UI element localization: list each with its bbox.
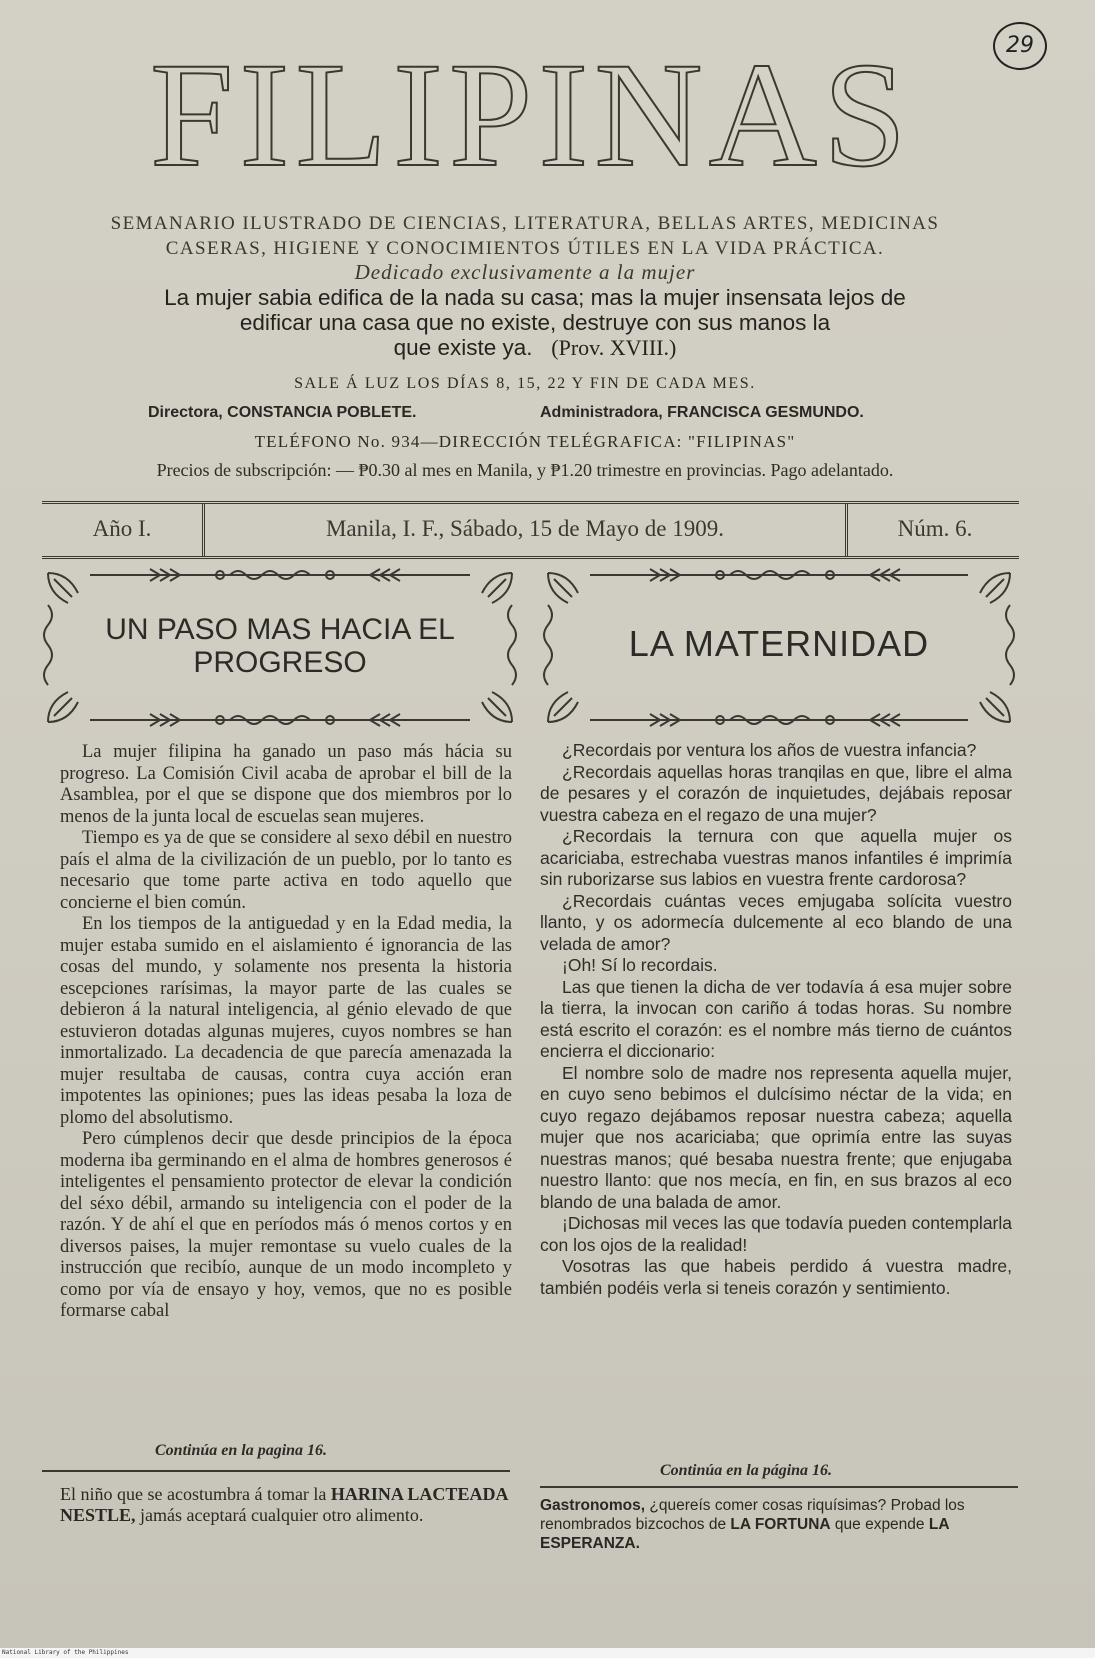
bakery-ad-shop: LA ESPERANZA. bbox=[540, 1516, 949, 1552]
masthead-title: FILIPINAS bbox=[150, 32, 913, 198]
issue-dateline: Manila, I. F., Sábado, 15 de Mayo de 1909. bbox=[325, 516, 725, 541]
nestle-ad-text-b: jamás aceptará cualquier otro alimento. bbox=[135, 1505, 424, 1525]
right-paragraph-3: ¿Recordais la ternura con que aquella mujer os acariciaba, estrechaba vuestras manos infantiles é imprimía sin ruborizarse sus labios en vuestra frente cardorosa? bbox=[540, 826, 1012, 889]
right-paragraph-6: Las que tienen la dicha de ver todavía á esa mujer sobre la tierra, la invocan con cariño á todas horas. Su nombre está escrito el corazón: es el nombre más tierno de cuántos encierra el diccionario: bbox=[540, 976, 1012, 1061]
subtitle-line-2: CASERAS, HIGIENE Y CONOCIMIENTOS ÚTILES EN LA VIDA PRÁCTICA. bbox=[165, 238, 885, 259]
bakery-advertisement bbox=[540, 1496, 1012, 1553]
right-title-frame bbox=[540, 565, 1018, 730]
bakery-ad-text-b: que expende bbox=[830, 1516, 929, 1533]
library-credit: National Library of the Philippines bbox=[0, 1648, 1095, 1658]
right-paragraph-1: ¿Recordais por ventura los años de vuestra infancia? bbox=[562, 740, 977, 760]
issue-year: Año I. bbox=[42, 504, 205, 556]
right-ad-divider bbox=[540, 1486, 1018, 1488]
subscription-prices: Precios de subscripción: — ₱0.30 al mes en Manila, y ₱1.20 trimestre en provincias. Pago adelantado. bbox=[156, 460, 894, 480]
bakery-ad-heading: Gastronomos, bbox=[540, 1497, 646, 1514]
left-paragraph-1: La mujer filipina ha ganado un paso más hácia su progreso. La Comisión Civil acaba de aprobar el bill de la Asamblea, por el que se dispone que dos miembros por lo menos de la junta local de escuelas sean mujeres. bbox=[60, 742, 512, 827]
right-article-body bbox=[540, 740, 1012, 1299]
bakery-ad-brand: LA FORTUNA bbox=[730, 1516, 831, 1533]
proverb-line-3-text: que existe ya. bbox=[393, 335, 533, 360]
right-paragraph-7: El nombre solo de madre nos representa aquella mujer, en cuyo seno bebimos el dulcísimo néctar de la vida; en cuyo regazo dejábamos reposar nuestra cabeza; aquella mujer que nos acariciaba; que oprimía entre las suyas nuestras manos; qué besaba nuestra frente; que enjugaba nuestro llanto: que nos mecía, en fin, en sus brazos al eco blando de una balada de amor. bbox=[540, 1062, 1012, 1212]
issue-number: Núm. 6. bbox=[845, 504, 1022, 556]
right-paragraph-5: ¡Oh! Sí lo recordais. bbox=[562, 955, 718, 975]
left-article-title bbox=[40, 613, 520, 679]
left-continued-note: Continúa en la pagina 16. bbox=[155, 1442, 328, 1459]
page-number-stamp: 29 bbox=[993, 22, 1047, 70]
left-paragraph-4: Pero cúmplenos decir que desde principios de la época moderna iba germinando en el alma de hombres generosos é inteligentes el pensamiento protector de elevar la condición del séxo débil, armando su inteligencia con el poder de la razón. Y de ahí el que en períodos más ó menos cortos y en diversos paises, la mujer remontase su vuelo cuales de la instrucción que recibío, aunque de un modo incompleto y como por vía de ensayo y hoy, vemos, que no es posible formarse cabal bbox=[60, 1129, 512, 1321]
nestle-ad-brand: HARINA LACTEADA NESTLE, bbox=[60, 1484, 508, 1525]
bakery-ad-text-a: ¿quereís comer cosas riquísimas? Probad los renombrados bizcochos de bbox=[540, 1497, 965, 1533]
left-paragraph-2: Tiempo es ya de que se considere al sexo débil en nuestro país el alma de la civilización de un pueblo, por lo tanto es necesario que tome parte activa en todo aquello que concierne el bien común. bbox=[60, 828, 512, 913]
proverb-line-3 bbox=[40, 335, 1030, 360]
administrator-credit: Administradora, FRANCISCA GESMUNDO. bbox=[540, 404, 864, 421]
left-ad-divider bbox=[42, 1470, 510, 1472]
phone-telegraph-line: TELÉFONO No. 934—DIRECCIÓN TELÉGRAFICA: "FILIPINAS" bbox=[254, 432, 796, 451]
left-article-body bbox=[60, 742, 512, 1323]
left-title-frame bbox=[40, 565, 520, 730]
nestle-ad-text-a: El niño que se acostumbra á tomar la bbox=[60, 1484, 331, 1504]
left-title-line-1: UN PASO MAS HACIA EL bbox=[105, 613, 455, 646]
issue-info-bar bbox=[42, 501, 1019, 559]
right-article-title: LA MATERNIDAD bbox=[628, 623, 930, 664]
dedication-line: Dedicado exclusivamente a la mujer bbox=[354, 260, 696, 284]
left-paragraph-3: En los tiempos de la antiguedad y en la Edad media, la mujer estaba sumido en el aislamiento é ignorancia de las cosas del mundo, y solamente nos presenta la historia escepciones rarísimas, la mayor parte de las cuales se debieron á la natural inteligencia, al génio elevado de que estuvieron dotadas algunas mujeres, cuyos nombres se han inmortalizado. La decadencia de que parecía amenazada la mujer resultaba de causas, contra cuya acción eran impotentes las opiniones; pues las ideas pesaba la loza de plomo del absolutismo. bbox=[60, 914, 512, 1128]
right-continued-note: Continúa en la página 16. bbox=[660, 1462, 833, 1479]
proverb-reference: (Prov. XVIII.) bbox=[551, 335, 677, 360]
nestle-advertisement bbox=[60, 1484, 510, 1526]
right-paragraph-4: ¿Recordais cuántas veces emjugaba solícita vuestro llanto, y os adormecía dulcemente al eco blando de una velada de amor? bbox=[540, 890, 1012, 954]
subtitle-line-1: SEMANARIO ILUSTRADO DE CIENCIAS, LITERATURA, BELLAS ARTES, MEDICINAS bbox=[110, 213, 940, 234]
left-title-line-2: PROGRESO bbox=[193, 646, 367, 679]
right-paragraph-2: ¿Recordais aquellas horas tranqilas en que, libre el alma de pesares y el corazón de inquietudes, dejábais reposar vuestra cabeza en el regazo de una mujer? bbox=[540, 761, 1012, 825]
right-paragraph-9: Vosotras las que habeis perdido á vuestra madre, también podéis verla si teneis corazón y sentimiento. bbox=[540, 1256, 1012, 1298]
proverb-line-2: edificar una casa que no existe, destruye con sus manos la bbox=[239, 310, 831, 335]
proverb-line-1: La mujer sabia edifica de la nada su casa; mas la mujer insensata lejos de bbox=[164, 285, 906, 310]
proverb-quote bbox=[40, 285, 1030, 360]
publication-schedule: SALE Á LUZ LOS DÍAS 8, 15, 22 Y FIN DE CADA MES. bbox=[294, 375, 756, 392]
right-paragraph-8: ¡Dichosas mil veces las que todavía pueden contemplarla con los ojos de la realidad! bbox=[540, 1213, 1012, 1255]
director-credit: Directora, CONSTANCIA POBLETE. bbox=[148, 404, 417, 421]
